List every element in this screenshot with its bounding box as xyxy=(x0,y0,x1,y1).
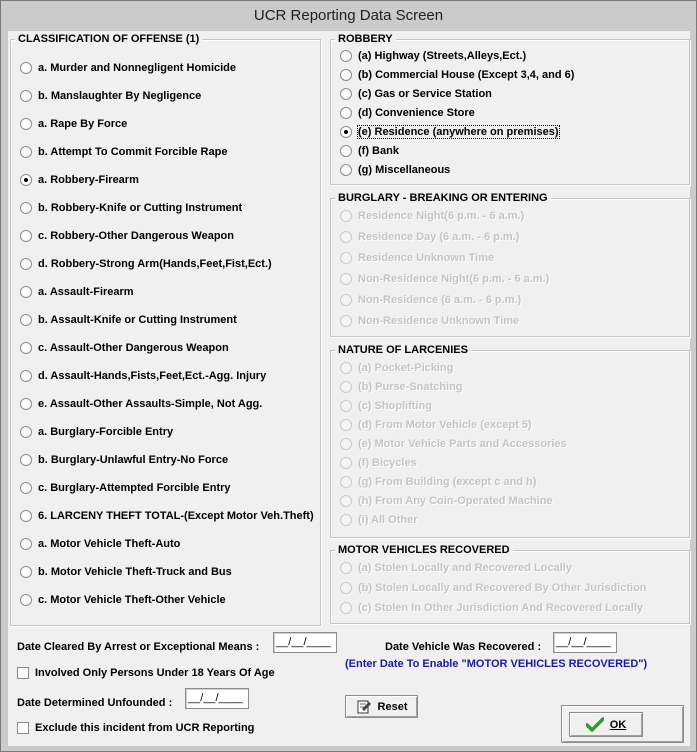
robbery-radio[interactable] xyxy=(340,126,352,138)
recovered-radio xyxy=(340,562,352,574)
classification-option[interactable] xyxy=(20,452,228,468)
larceny-radio xyxy=(340,476,352,488)
burglary-label: Residence Unknown Time xyxy=(358,252,495,264)
larceny-label: (e) Motor Vehicle Parts and Accessories xyxy=(358,438,567,450)
exclude-label: Exclude this incident from UCR Reporting xyxy=(35,722,255,734)
classification-label: a. Rape By Force xyxy=(38,118,128,130)
classification-radio[interactable] xyxy=(20,90,32,102)
robbery-label: (e) Residence (anywhere on premises) xyxy=(358,126,559,138)
burglary-label: Non-Residence Night(6 p.m. - 6 a.m.) xyxy=(358,273,550,285)
larcenies-title: NATURE OF LARCENIES xyxy=(335,344,471,356)
robbery-radio[interactable] xyxy=(340,88,352,100)
classification-option[interactable] xyxy=(20,480,231,496)
burglary-radio xyxy=(340,210,352,222)
classification-radio[interactable] xyxy=(20,62,32,74)
dialog-client xyxy=(8,31,690,746)
ok-button[interactable] xyxy=(569,712,643,737)
larceny-label: (d) From Motor Vehicle (except 5) xyxy=(358,419,532,431)
classification-radio[interactable] xyxy=(20,454,32,466)
classification-radio[interactable] xyxy=(20,258,32,270)
classification-option[interactable] xyxy=(20,508,314,524)
burglary-radio xyxy=(340,315,352,327)
classification-group xyxy=(10,33,321,626)
robbery-option[interactable] xyxy=(340,143,399,159)
larceny-option xyxy=(340,379,463,395)
classification-radio[interactable] xyxy=(20,174,32,186)
window-title: UCR Reporting Data Screen xyxy=(1,1,696,31)
classification-option[interactable] xyxy=(20,228,234,244)
classification-option[interactable] xyxy=(20,88,201,104)
ok-button-frame xyxy=(561,705,684,743)
larceny-option xyxy=(340,360,453,376)
burglary-label: Non-Residence Unknown Time xyxy=(358,315,520,327)
classification-label: a. Murder and Nonnegligent Homicide xyxy=(38,62,237,74)
classification-radio[interactable] xyxy=(20,202,32,214)
classification-label: b. Assault-Knife or Cutting Instrument xyxy=(38,314,237,326)
larceny-option xyxy=(340,436,567,452)
classification-radio[interactable] xyxy=(20,594,32,606)
burglary-option xyxy=(340,208,524,224)
classification-radio[interactable] xyxy=(20,230,32,242)
larceny-label: (i) All Other xyxy=(358,514,418,526)
classification-option[interactable] xyxy=(20,284,134,300)
robbery-label: (a) Highway (Streets,Alleys,Ect.) xyxy=(358,50,527,62)
classification-label: a. Burglary-Forcible Entry xyxy=(38,426,174,438)
larceny-radio xyxy=(340,419,352,431)
classification-label: d. Robbery-Strong Arm(Hands,Feet,Fist,Ect.) xyxy=(38,258,272,270)
classification-radio[interactable] xyxy=(20,370,32,382)
burglary-group xyxy=(330,192,690,337)
classification-radio[interactable] xyxy=(20,426,32,438)
classification-radio[interactable] xyxy=(20,510,32,522)
classification-label: b. Attempt To Commit Forcible Rape xyxy=(38,146,228,158)
robbery-option[interactable] xyxy=(340,124,559,140)
recovered-label: (c) Stolen In Other Jurisdiction And Recovered Locally xyxy=(358,602,644,614)
larceny-radio xyxy=(340,400,352,412)
classification-label: a. Assault-Firearm xyxy=(38,286,134,298)
robbery-label: (b) Commercial House (Except 3,4, and 6) xyxy=(358,69,575,81)
date-unfounded-field[interactable]: __/__/____ xyxy=(185,688,249,709)
date-recovered-label: Date Vehicle Was Recovered : xyxy=(385,641,542,653)
under18-label: Involved Only Persons Under 18 Years Of Age xyxy=(35,667,275,679)
ok-label: OK xyxy=(609,718,627,731)
date-cleared-label: Date Cleared By Arrest or Exceptional Means : xyxy=(17,641,260,653)
classification-label: d. Assault-Hands,Fists,Feet,Ect.-Agg. Injury xyxy=(38,370,267,382)
robbery-radio[interactable] xyxy=(340,145,352,157)
classification-radio[interactable] xyxy=(20,342,32,354)
classification-radio[interactable] xyxy=(20,538,32,550)
robbery-label: (f) Bank xyxy=(358,145,399,157)
robbery-label: (g) Miscellaneous xyxy=(358,164,451,176)
date-cleared-field[interactable]: __/__/____ xyxy=(273,632,337,653)
robbery-title: ROBBERY xyxy=(335,33,396,45)
recovered-radio xyxy=(340,582,352,594)
larceny-option xyxy=(340,398,432,414)
burglary-option xyxy=(340,292,521,308)
checkmark-icon xyxy=(586,717,604,733)
recovered-option xyxy=(340,560,572,576)
robbery-label: (c) Gas or Service Station xyxy=(358,88,492,100)
larceny-option xyxy=(340,493,553,509)
larceny-label: (f) Bicycles xyxy=(358,457,417,469)
burglary-option xyxy=(340,250,494,266)
classification-label: b. Robbery-Knife or Cutting Instrument xyxy=(38,202,243,214)
classification-option[interactable] xyxy=(20,592,226,608)
recovered-label: (b) Stolen Locally and Recovered By Other Jurisdiction xyxy=(358,582,647,594)
classification-label: e. Assault-Other Assaults-Simple, Not Agg. xyxy=(38,398,263,410)
burglary-radio xyxy=(340,294,352,306)
classification-title: CLASSIFICATION OF OFFENSE (1) xyxy=(15,33,202,45)
recovered-option xyxy=(340,600,643,616)
reset-icon xyxy=(356,699,372,715)
larceny-label: (h) From Any Coin-Operated Machine xyxy=(358,495,553,507)
recovered-group xyxy=(330,544,690,624)
classification-option[interactable] xyxy=(20,564,232,580)
larceny-option xyxy=(340,512,417,528)
larceny-option xyxy=(340,474,536,490)
classification-radio[interactable] xyxy=(20,314,32,326)
larceny-radio xyxy=(340,438,352,450)
classification-option[interactable] xyxy=(20,536,180,552)
robbery-option[interactable] xyxy=(340,48,526,64)
classification-label: c. Burglary-Attempted Forcible Entry xyxy=(38,482,231,494)
burglary-label: Residence Night(6 p.m. - 6 a.m.) xyxy=(358,210,525,222)
classification-option[interactable] xyxy=(20,116,127,132)
larceny-radio xyxy=(340,362,352,374)
classification-label: c. Assault-Other Dangerous Weapon xyxy=(38,342,229,354)
robbery-group xyxy=(330,33,690,185)
classification-option[interactable] xyxy=(20,396,262,412)
burglary-option xyxy=(340,271,549,287)
burglary-label: Non-Residence (6 a.m. - 6 p.m.) xyxy=(358,294,522,306)
classification-option[interactable] xyxy=(20,60,236,76)
under18-checkbox-row[interactable] xyxy=(17,665,275,681)
robbery-radio[interactable] xyxy=(340,69,352,81)
classification-option[interactable] xyxy=(20,172,139,188)
larceny-radio xyxy=(340,457,352,469)
classification-radio[interactable] xyxy=(20,482,32,494)
larceny-radio xyxy=(340,381,352,393)
classification-radio[interactable] xyxy=(20,286,32,298)
robbery-option[interactable] xyxy=(340,105,475,121)
reset-label: Reset xyxy=(377,700,408,713)
classification-radio[interactable] xyxy=(20,146,32,158)
recovered-label: (a) Stolen Locally and Recovered Locally xyxy=(358,562,572,574)
robbery-label: (d) Convenience Store xyxy=(358,107,475,119)
burglary-radio xyxy=(340,252,352,264)
classification-radio[interactable] xyxy=(20,398,32,410)
robbery-option[interactable] xyxy=(340,86,492,102)
burglary-option xyxy=(340,229,519,245)
burglary-option xyxy=(340,313,519,329)
recovered-hint: (Enter Date To Enable "MOTOR VEHICLES RECOVERED") xyxy=(345,658,648,670)
exclude-checkbox-row[interactable] xyxy=(17,720,254,736)
classification-option[interactable] xyxy=(20,200,242,216)
reset-button[interactable] xyxy=(345,695,418,718)
classification-option[interactable] xyxy=(20,144,227,160)
robbery-radio[interactable] xyxy=(340,164,352,176)
larcenies-group xyxy=(330,344,690,538)
larceny-label: (c) Shoplifting xyxy=(358,400,432,412)
burglary-label: Residence Day (6 a.m. - 6 p.m.) xyxy=(358,231,520,243)
classification-label: b. Manslaughter By Negligence xyxy=(38,90,202,102)
classification-option[interactable] xyxy=(20,368,266,384)
classification-label: b. Burglary-Unlawful Entry-No Force xyxy=(38,454,229,466)
classification-option[interactable] xyxy=(20,256,272,272)
larceny-label: (g) From Building (except c and h) xyxy=(358,476,537,488)
classification-option[interactable] xyxy=(20,424,173,440)
exclude-checkbox[interactable] xyxy=(17,722,29,734)
classification-radio[interactable] xyxy=(20,566,32,578)
classification-label: 6. LARCENY THEFT TOTAL-(Except Motor Veh.Theft) xyxy=(38,510,314,522)
larceny-radio xyxy=(340,514,352,526)
burglary-radio xyxy=(340,273,352,285)
classification-label: b. Motor Vehicle Theft-Truck and Bus xyxy=(38,566,232,578)
classification-label: a. Motor Vehicle Theft-Auto xyxy=(38,538,181,550)
classification-label: c. Robbery-Other Dangerous Weapon xyxy=(38,230,234,242)
classification-option[interactable] xyxy=(20,312,237,328)
classification-option[interactable] xyxy=(20,340,229,356)
date-recovered-field[interactable]: __/__/____ xyxy=(553,632,617,653)
classification-label: a. Robbery-Firearm xyxy=(38,174,139,186)
date-unfounded-label: Date Determined Unfounded : xyxy=(17,697,173,709)
larceny-option xyxy=(340,417,532,433)
recovered-title: MOTOR VEHICLES RECOVERED xyxy=(335,544,513,556)
robbery-option[interactable] xyxy=(340,67,574,83)
larceny-option xyxy=(340,455,417,471)
under18-checkbox[interactable] xyxy=(17,667,29,679)
larceny-label: (b) Purse-Snatching xyxy=(358,381,463,393)
burglary-radio xyxy=(340,231,352,243)
larceny-radio xyxy=(340,495,352,507)
classification-label: c. Motor Vehicle Theft-Other Vehicle xyxy=(38,594,226,606)
larceny-label: (a) Pocket-Picking xyxy=(358,362,454,374)
burglary-title: BURGLARY - BREAKING OR ENTERING xyxy=(335,192,551,204)
recovered-option xyxy=(340,580,647,596)
recovered-radio xyxy=(340,602,352,614)
classification-radio[interactable] xyxy=(20,118,32,130)
robbery-radio[interactable] xyxy=(340,50,352,62)
robbery-radio[interactable] xyxy=(340,107,352,119)
robbery-option[interactable] xyxy=(340,162,450,178)
